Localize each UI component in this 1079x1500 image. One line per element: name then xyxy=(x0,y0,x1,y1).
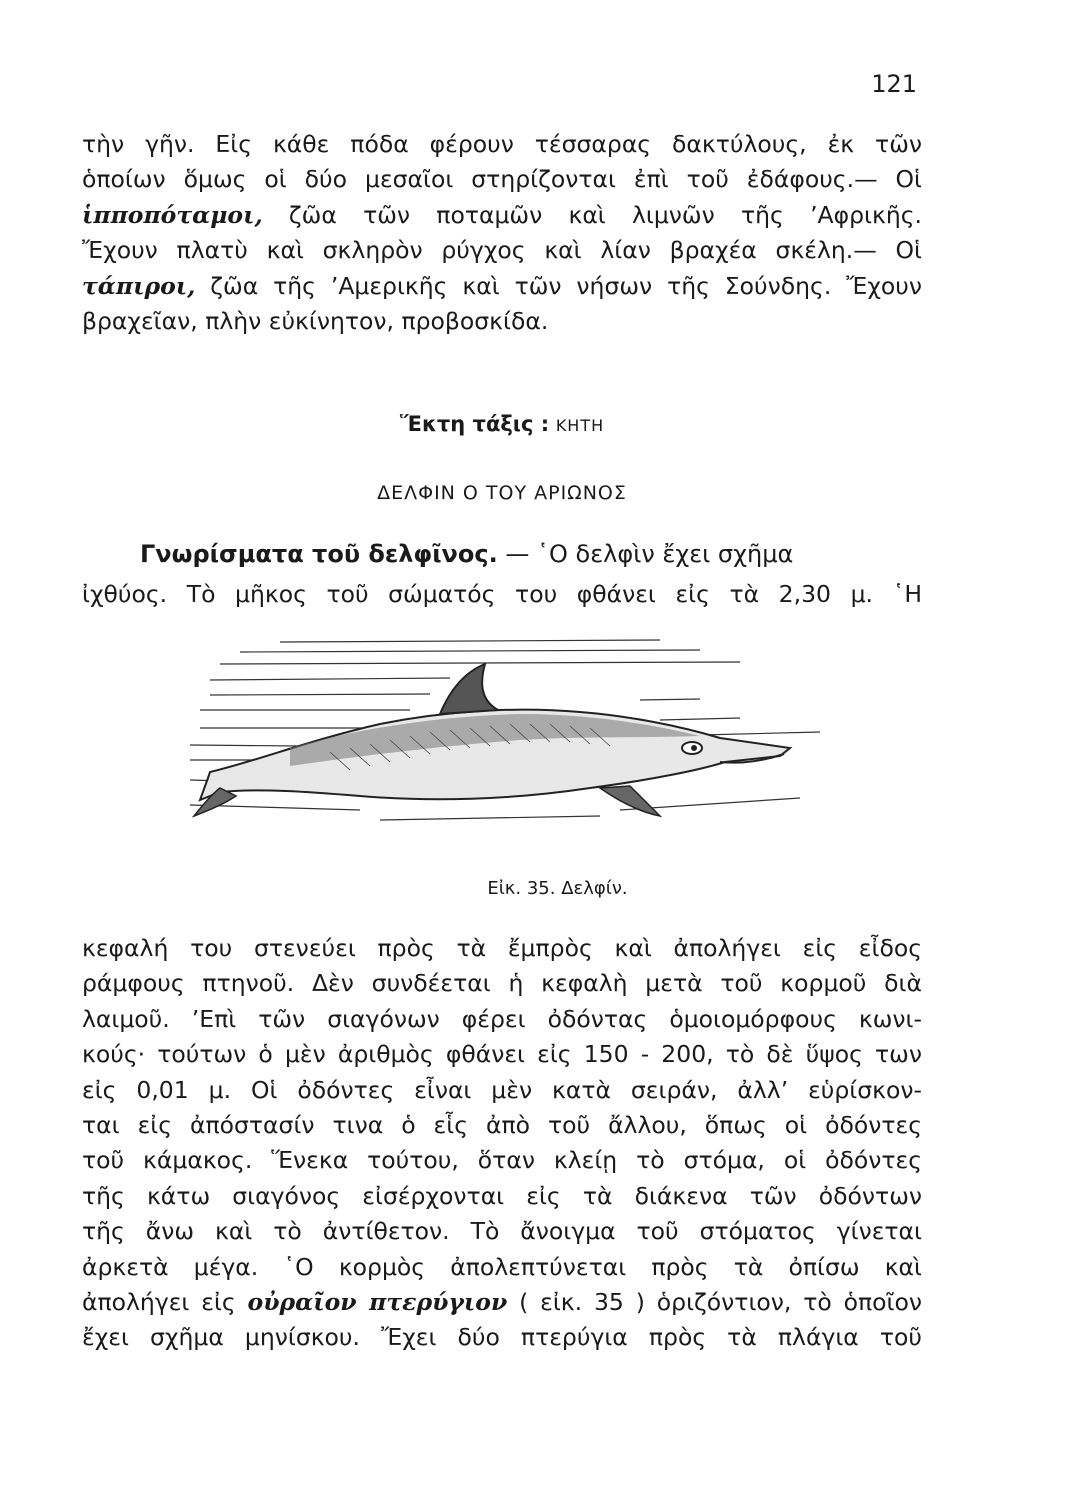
text-run: ( εἰκ. 35 ) ὁριζόντιον, τὸ ὁποῖον xyxy=(507,1288,922,1317)
text-line xyxy=(82,1320,922,1355)
text-line xyxy=(82,1214,922,1249)
heading-bold: Γνωρίσματα τοῦ δελφῖνος. xyxy=(140,540,498,568)
text-line xyxy=(82,1108,922,1143)
text-run: ράμφους πτηνοῦ. Δὲν συνδέεται ἡ κεφαλὴ μετὰ τοῦ κορμοῦ διὰ xyxy=(82,969,922,998)
dolphin-illustration xyxy=(180,620,830,870)
text-line xyxy=(82,1285,922,1320)
figure-caption-text: Εἰκ. 35. Δελφίν. xyxy=(487,878,628,899)
emphasized-term: τάπιροι, xyxy=(82,271,196,300)
section-title xyxy=(82,412,922,436)
text-run: εἰς 0,01 μ. Οἱ ὀδόντες εἶναι μὲν κατὰ σειράν, ἀλλ’ εὑρίσκον- xyxy=(82,1075,922,1104)
text-run: τῆς ἄνω καὶ τὸ ἀντίθετον. Τὸ ἄνοιγμα τοῦ στόματος γίνεται xyxy=(82,1217,922,1246)
text-run: ται εἰς ἀπόστασίν τινα ὁ εἷς ἀπὸ τοῦ ἄλλου, ὅπως οἱ ὀδόντες xyxy=(82,1111,922,1140)
text-line xyxy=(82,966,922,1001)
text-line xyxy=(82,127,922,162)
text-run: λαιμοῦ. ’Επὶ τῶν σιαγόνων φέρει ὀδόντας ὁμοιομόρφους κωνι- xyxy=(82,1004,922,1033)
text-line xyxy=(82,1143,922,1178)
text-line xyxy=(82,931,922,966)
text-line xyxy=(82,1073,922,1108)
text-run: τῆς κάτω σιαγόνος εἰσέρχονται εἰς τὰ διάκενα τῶν ὀδόντων xyxy=(82,1181,922,1210)
text-line xyxy=(82,1250,922,1285)
text-line xyxy=(82,233,922,268)
subtitle: ΔΕΛΦΙΝ Ο ΤΟΥ ΑΡΙΩΝΟΣ xyxy=(377,482,627,504)
heading-rest: — ῾Ο δελφὶν ἔχει σχῆμα xyxy=(497,540,794,568)
emphasized-term: οὐραῖον πτερύγιον xyxy=(247,1288,508,1317)
text-line xyxy=(82,198,922,233)
text-run: ἔχει σχῆμα μηνίσκου. Ἔχει δύο πτερύγια πρὸς τὰ πλάγια τοῦ xyxy=(82,1323,922,1352)
heading-line-2 xyxy=(82,577,922,612)
text-line xyxy=(82,269,922,304)
text-run: κεφαλή του στενεύει πρὸς τὰ ἔμπρὸς καὶ ἀπολήγει εἰς εἶδος xyxy=(82,934,922,962)
text-run: κούς· τούτων ὁ μὲν ἀριθμὸς φθάνει εἰς 150 - 200, τὸ δὲ ὕψος των xyxy=(82,1040,922,1069)
text-run: ζῶα τῆς ’Αμερικῆς καὶ τῶν νήσων τῆς Σούνδης. Ἔχουν xyxy=(195,271,922,300)
text-run: ὁποίων ὅμως οἱ δύο μεσαῖοι στηρίζονται ἐπὶ τοῦ ἐδάφους.— Οἱ xyxy=(82,165,922,194)
text-run: τοῦ κάμακος. Ἕνεκα τούτου, ὅταν κλείῃ τὸ στόμα, οἱ ὀδόντες xyxy=(82,1146,922,1175)
page-number: 121 xyxy=(871,70,917,98)
text-line xyxy=(82,1002,922,1037)
text-line xyxy=(82,304,922,339)
text-run: ζῶα τῶν ποταμῶν καὶ λιμνῶν τῆς ’Αφρικῆς. xyxy=(262,200,922,229)
heading-line-2-text: ἰχθύος. Τὸ μῆκος τοῦ σώματός του φθάνει εἰς τὰ 2,30 μ. ῾Η xyxy=(82,580,922,608)
figure-caption xyxy=(0,878,1079,899)
text-line xyxy=(82,1037,922,1072)
emphasized-term: ἱπποπόταμοι, xyxy=(82,200,263,229)
heading-line xyxy=(140,540,793,568)
text-line xyxy=(82,162,922,197)
text-line xyxy=(82,1179,922,1214)
text-run: Ἔχουν πλατὺ καὶ σκληρὸν ρύγχος καὶ λίαν βραχέα σκέλη.— Οἱ xyxy=(82,236,922,265)
paragraph-dolphin-description xyxy=(82,931,922,1356)
section-title-label: Ἕκτη τάξις : xyxy=(399,412,550,436)
section-title-caps: ΚΗΤΗ xyxy=(555,416,605,435)
text-run: βραχεῖαν, πλὴν εὐκίνητον, προβοσκίδα. xyxy=(82,307,549,336)
text-run: τὴν γῆν. Εἰς κάθε πόδα φέρουν τέσσαρας δακτύλους, ἐκ τῶν xyxy=(82,130,922,158)
text-run: ἀρκετὰ μέγα. ῾Ο κορμὸς ἀπολεπτύνεται πρὸς τὰ ὀπίσω καὶ xyxy=(82,1252,922,1281)
paragraph-hippos-tapirs xyxy=(82,127,922,339)
text-run: ἀπολήγει εἰς xyxy=(82,1288,248,1317)
